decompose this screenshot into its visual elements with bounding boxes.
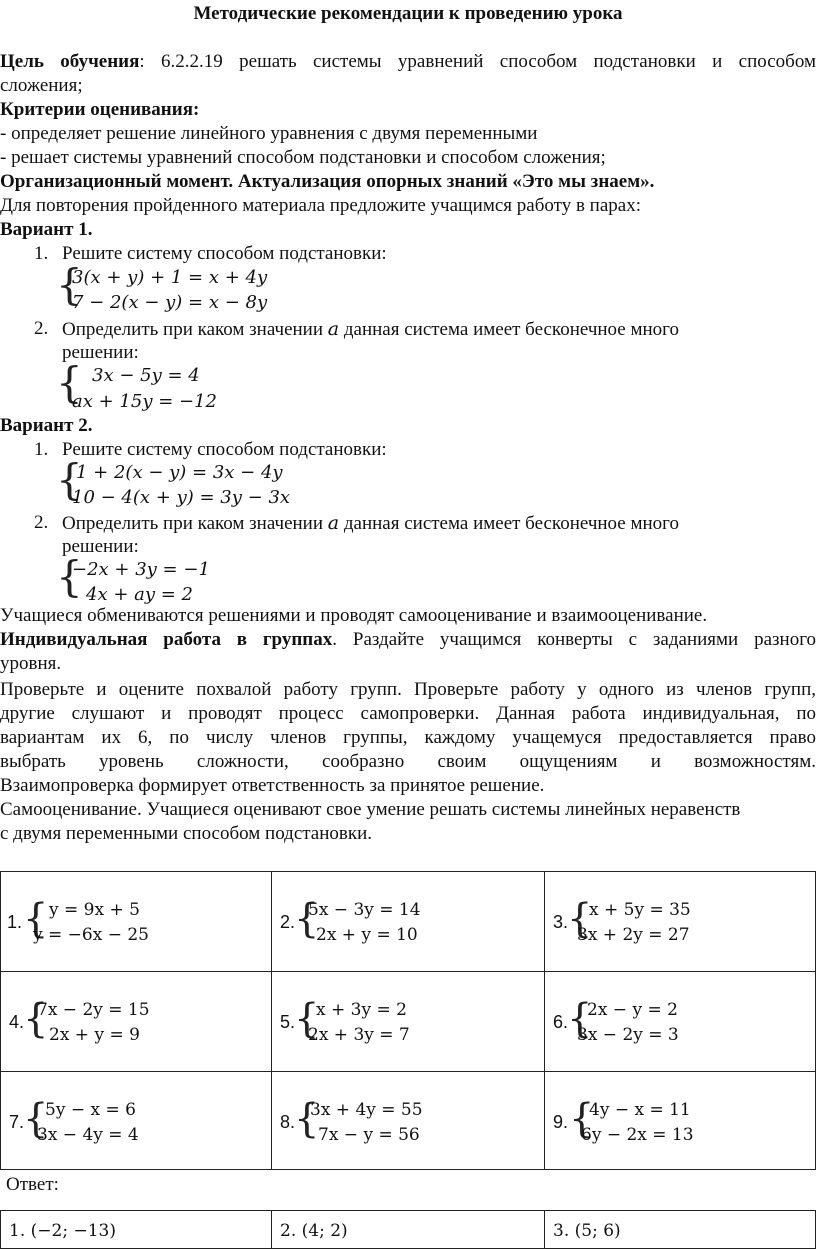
variant2-task2-text-continued: решении:: [62, 536, 139, 557]
answer-number: 1.: [9, 1221, 26, 1241]
system-eq1: y = 9x + 5: [49, 900, 140, 920]
system-number: 4.: [9, 1012, 25, 1032]
system-eq2: y = −6x − 25: [33, 925, 149, 945]
exchange-text: Учащиеся обмениваются решениями и проводят самооценивание и взаимооценивание.: [0, 605, 708, 626]
answer-cell: [272, 1211, 545, 1249]
answer-number: 3.: [553, 1221, 570, 1241]
system-number: 6.: [553, 1012, 569, 1032]
answer-label: Ответ:: [6, 1174, 59, 1195]
page-title: Методические рекомендации к проведению урока: [193, 3, 623, 24]
variant1-task1-eq1: 3(𝑥 + 𝑦) + 1 = 𝑥 + 4𝑦: [72, 267, 268, 288]
answer-cell: [1, 1211, 272, 1249]
system-eq1: 2x − y = 2: [587, 1000, 678, 1020]
task-text-part: данная система имеет бесконечное много: [343, 513, 679, 534]
task-text-part: данная система имеет бесконечное много: [343, 319, 679, 340]
goal-line: [0, 50, 816, 74]
system-cell: [1, 872, 272, 972]
variant2-task2-number: 2.: [34, 512, 49, 533]
system-cell: [272, 872, 545, 972]
answer-value: (5; 6): [574, 1221, 621, 1241]
variant1-task1-number: 1.: [34, 243, 49, 264]
system-brace: {: [56, 552, 83, 601]
individual-text: . Раздайте учащимся конверты с заданиями разного: [332, 629, 816, 650]
system-cell: [545, 972, 816, 1072]
variant1-task1-text: Решите систему способом подстановки:: [62, 243, 387, 264]
individual-line: [0, 628, 816, 652]
system-eq2: 3x + 2y = 27: [577, 925, 690, 945]
answer-text: [9, 1221, 116, 1241]
variant2-task2-text: [62, 511, 679, 536]
variant1-task2-eq2: 𝑎𝑥 + 15𝑦 = −12: [72, 391, 217, 412]
system-number: 1.: [7, 912, 23, 932]
system-brace: {: [56, 260, 83, 309]
system-eq2: 2x + 3y = 7: [308, 1025, 410, 1045]
check-paragraph-line: Взаимопроверка формирует ответственность за принятое решение.: [0, 775, 545, 796]
parameter-a: 𝑎: [327, 512, 340, 534]
system-eq2: 2x + y = 10: [316, 925, 418, 945]
answers-table: [0, 1210, 816, 1249]
system-eq2: 2x + y = 9: [49, 1025, 140, 1045]
variant2-task1-eq1: 1 + 2(𝑥 − 𝑦) = 3𝑥 − 4𝑦: [76, 462, 283, 483]
system-eq2: 3x − 2y = 3: [577, 1025, 679, 1045]
check-paragraph-line: Проверьте и оцените похвалой работу групп. Проверьте работу у одного из членов групп,: [0, 679, 816, 700]
system-brace: {: [294, 1096, 320, 1142]
system-brace: {: [567, 996, 593, 1042]
parameter-a: 𝑎: [327, 318, 340, 340]
individual-text-continued: уровня.: [0, 653, 62, 674]
system-eq2: 6y − 2x = 13: [581, 1125, 694, 1145]
system-cell: [545, 1072, 816, 1170]
system-cell: [1, 972, 272, 1072]
variant2-task2-eq2: 4𝑥 + 𝑎𝑦 = 2: [86, 584, 194, 605]
answer-value: (−2; −13): [30, 1221, 116, 1241]
system-eq1: x + 5y = 35: [589, 900, 691, 920]
self-assessment-line: с двумя переменными способом подстановки.: [0, 823, 373, 844]
system-brace: {: [56, 358, 83, 407]
system-cell: [272, 1072, 545, 1170]
goal-text: : 6.2.2.19 решать системы уравнений способом подстановки и способом: [139, 51, 816, 72]
check-paragraph-line: другие слушают и проводят процесс самопроверки. Данная работа индивидуальная, по: [0, 703, 816, 724]
system-eq1: 3x + 4y = 55: [310, 1100, 423, 1120]
variant2-task2-eq1: −2𝑥 + 3𝑦 = −1: [72, 559, 210, 580]
system-brace: {: [569, 1096, 595, 1142]
system-brace: {: [294, 996, 320, 1042]
system-number: 3.: [553, 912, 569, 932]
system-cell: [1, 1072, 272, 1170]
answer-value: (4; 2): [301, 1221, 348, 1241]
systems-table: [0, 871, 816, 1170]
system-brace: {: [23, 1096, 49, 1142]
system-cell: [545, 872, 816, 972]
system-number: 7.: [9, 1112, 25, 1132]
system-eq1: 7x − 2y = 15: [37, 1000, 150, 1020]
variant1-task2-eq1: 3𝑥 − 5𝑦 = 4: [92, 365, 200, 386]
system-number: 8.: [280, 1112, 296, 1132]
variant1-task2-text-continued: решении:: [62, 342, 139, 363]
repeat-text: Для повторения пройденного материала предложите учащимся работу в парах:: [0, 195, 641, 216]
self-assessment-line: Самооценивание. Учащиеся оценивают свое умение решать системы линейных неравенств: [0, 799, 741, 820]
system-brace: {: [23, 896, 49, 942]
variant2-task1-text: Решите систему способом подстановки:: [62, 439, 387, 460]
system-number: 2.: [280, 912, 296, 932]
task-text-part: Определить при каком значении: [62, 319, 324, 340]
criteria-heading: Критерии оценивания:: [0, 99, 200, 120]
system-brace: {: [56, 455, 83, 504]
system-number: 9.: [553, 1112, 569, 1132]
variant2-heading: Вариант 2.: [0, 415, 93, 436]
system-eq2: 3x − 4y = 4: [37, 1125, 139, 1145]
org-moment-heading: Организационный момент. Актуализация опорных знаний «Это мы знаем».: [0, 171, 655, 192]
system-brace: {: [567, 896, 593, 942]
variant1-task1-eq2: 7 − 2(𝑥 − 𝑦) = 𝑥 − 8𝑦: [72, 292, 268, 313]
variant1-heading: Вариант 1.: [0, 219, 93, 240]
check-paragraph-line: вариантам их 6, по числу членов группы, каждому учащемуся предоставляется право: [0, 727, 816, 748]
answer-number: 2.: [280, 1221, 297, 1241]
system-number: 5.: [280, 1012, 296, 1032]
system-eq1: x + 3y = 2: [316, 1000, 407, 1020]
answer-text: [280, 1221, 348, 1241]
system-brace: {: [294, 896, 320, 942]
variant1-task2-text: [62, 317, 679, 342]
system-eq1: 4y − x = 11: [589, 1100, 691, 1120]
system-eq1: 5x − 3y = 14: [308, 900, 421, 920]
goal-label: Цель обучения: [0, 51, 140, 72]
check-paragraph-line: выбрать уровень сложности, сообразно своим ощущениям и возможностям.: [0, 751, 816, 772]
system-brace: {: [23, 996, 49, 1042]
variant2-task1-eq2: 10 − 4(𝑥 + 𝑦) = 3𝑦 − 3𝑥: [72, 487, 291, 508]
variant2-task1-number: 1.: [34, 439, 49, 460]
system-eq2: 7x − y = 56: [318, 1125, 420, 1145]
system-cell: [272, 972, 545, 1072]
task-text-part: Определить при каком значении: [62, 513, 324, 534]
answer-text: [553, 1221, 621, 1241]
system-eq1: 5y − x = 6: [45, 1100, 136, 1120]
individual-label: Индивидуальная работа в группах: [0, 629, 333, 650]
criteria-item: - определяет решение линейного уравнения с двумя переменными: [0, 123, 538, 144]
variant1-task2-number: 2.: [34, 318, 49, 339]
criteria-item: - решает системы уравнений способом подстановки и способом сложения;: [0, 147, 606, 168]
answer-cell: [545, 1211, 816, 1249]
goal-text-continued: сложения;: [0, 75, 83, 96]
